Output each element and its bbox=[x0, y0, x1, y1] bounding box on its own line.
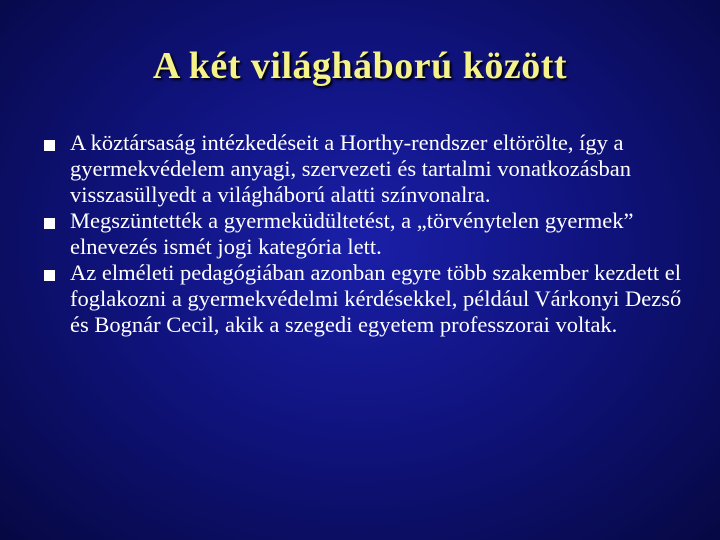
slide-title: A két világháború között bbox=[152, 45, 568, 87]
bullet-item bbox=[44, 130, 684, 208]
square-bullet-icon bbox=[44, 270, 55, 281]
bullet-list bbox=[44, 130, 684, 338]
bullet-item bbox=[44, 260, 684, 338]
bullet-item bbox=[44, 208, 684, 260]
bullet-text: Az elméleti pedagógiában azonban egyre több szakember kezdett el foglakozni a gyermekvédelmi kérdésekkel, például Várkonyi Dezső és Bognár Cecil, akik a szegedi egyetem professzorai voltak. bbox=[70, 260, 682, 337]
bullet-text: Megszüntették a gyermeküdültetést, a „törvénytelen gyermek” elnevezés ismét jogi kategória lett. bbox=[70, 208, 634, 259]
bullet-text: A köztársaság intézkedéseit a Horthy-rendszer eltörölte, így a gyermekvédelem anyagi, szervezeti és tartalmi vonatkozásban visszasüllyedt a világháború alatti színvonalra. bbox=[70, 130, 632, 207]
square-bullet-icon bbox=[44, 218, 55, 229]
square-bullet-icon bbox=[44, 140, 55, 151]
